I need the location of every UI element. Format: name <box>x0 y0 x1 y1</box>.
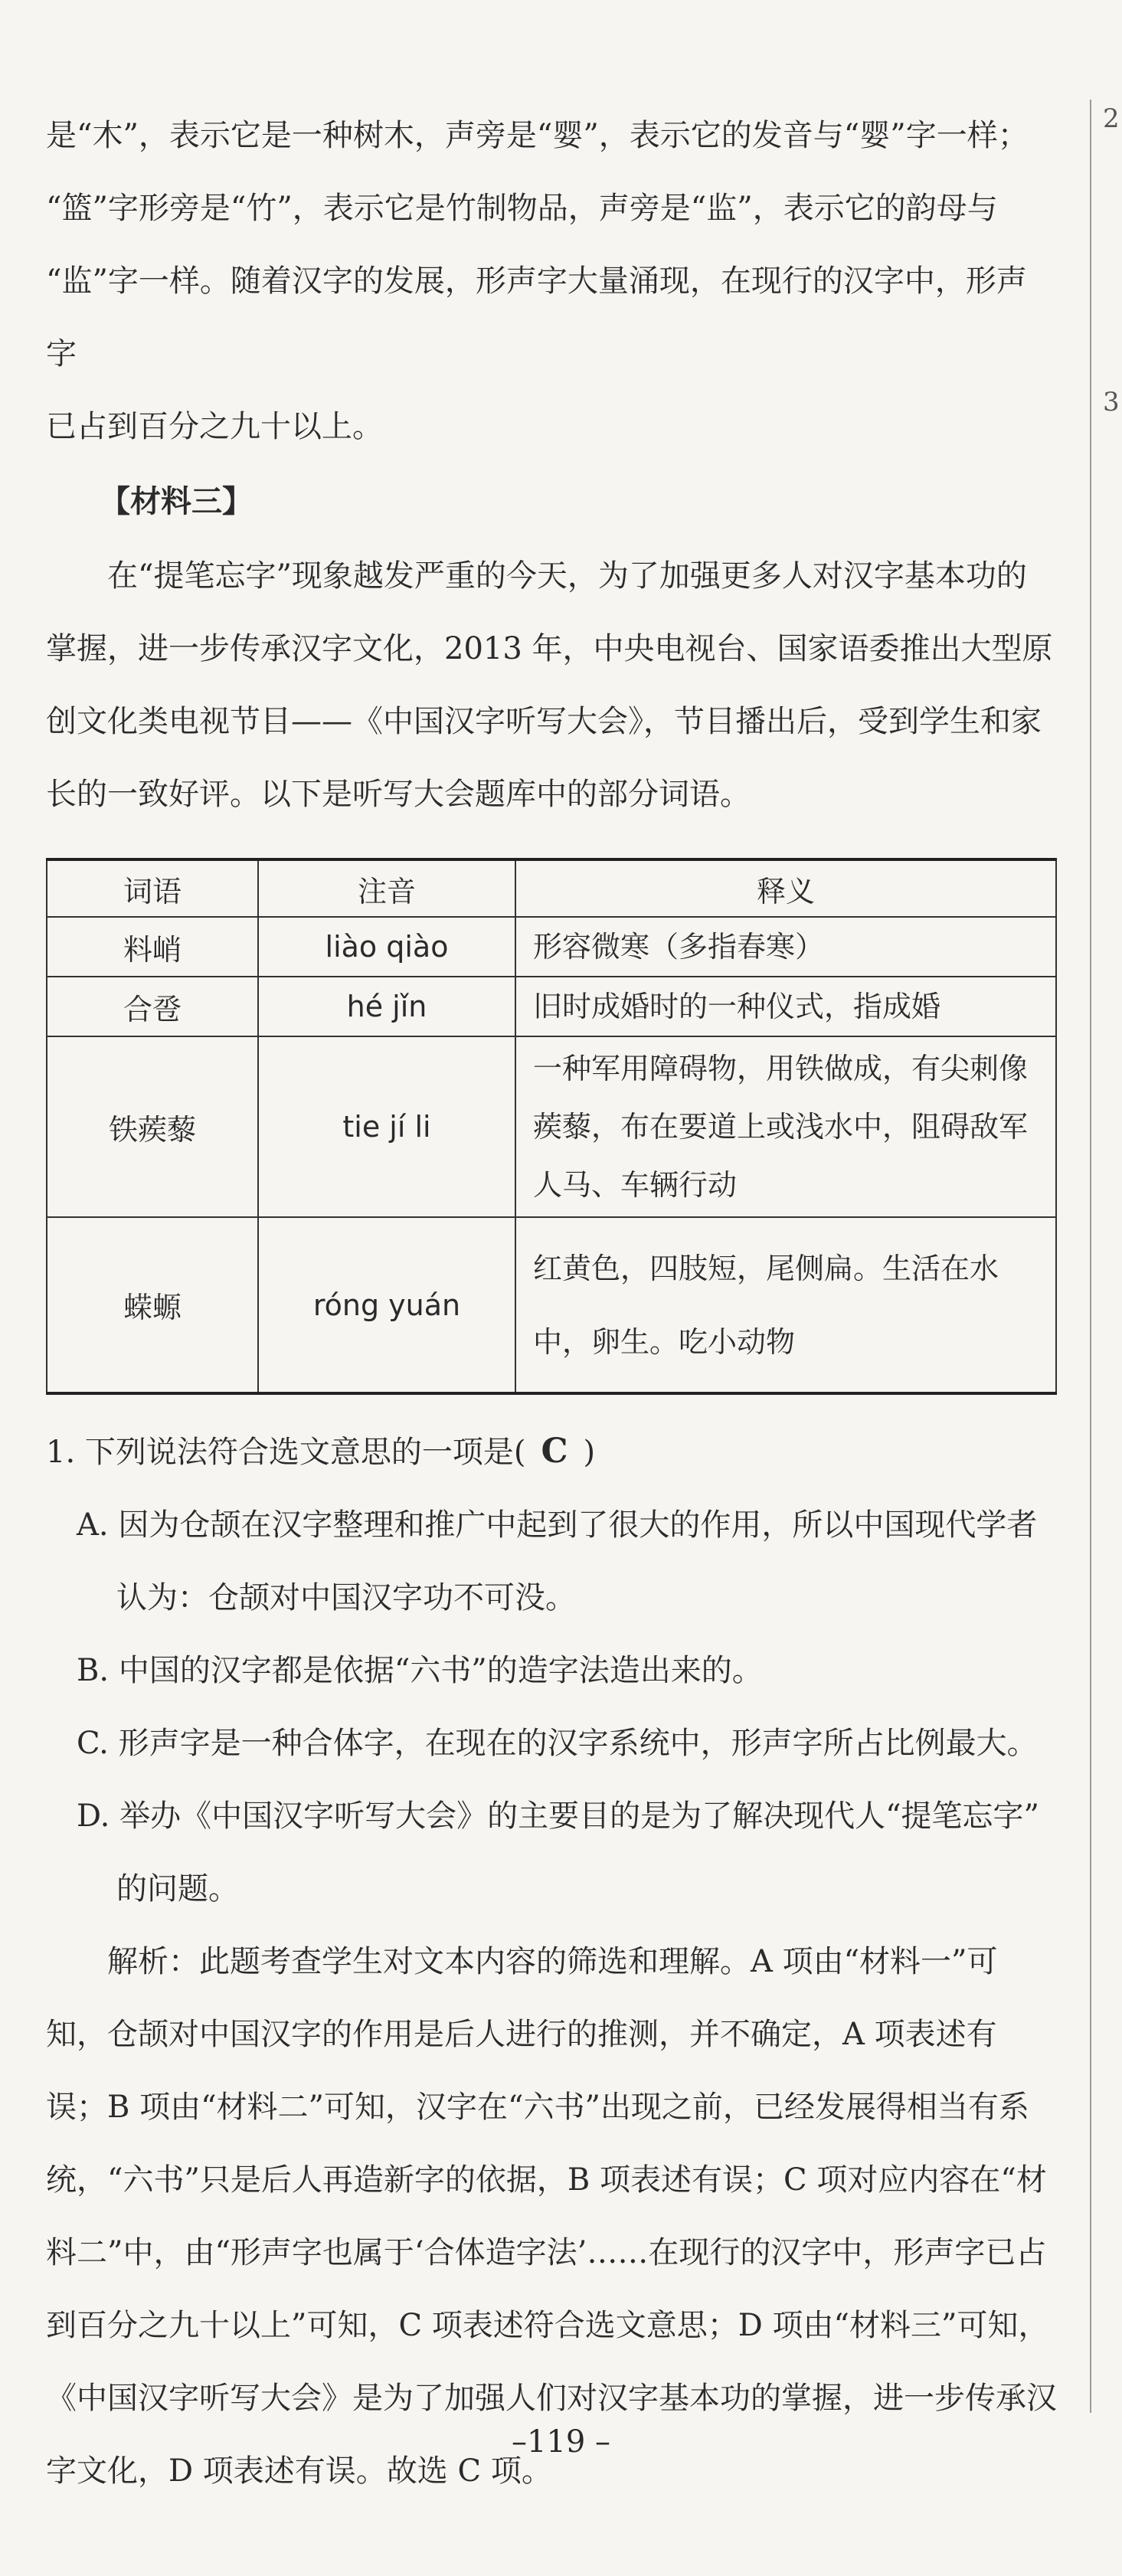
paragraph-line: “篮”字形旁是“竹”，表示它是竹制物品，声旁是“监”，表示它的韵母与 <box>46 191 998 226</box>
paragraph-line: 已占到百分之九十以上。 <box>46 409 383 444</box>
option-c: C. 形声字是一种合体字，在现在的汉字系统中，形声字所占比例最大。 <box>77 1726 1038 1761</box>
text-column <box>46 100 1057 2508</box>
table-cell-word: 蝾螈 <box>47 1217 258 1393</box>
paragraph-line: “监”字一样。随着汉字的发展，形声字大量涌现，在现行的汉字中，形声字 <box>46 263 1027 372</box>
table-row <box>47 1217 1056 1393</box>
table-cell-pinyin: hé jǐn <box>258 977 515 1036</box>
option-a: A. 因为仓颉在汉字整理和推广中起到了很大的作用，所以中国现代学者 <box>77 1507 1038 1543</box>
question-stem-text: 1. 下列说法符合选文意思的一项是( <box>46 1435 526 1470</box>
option-b: B. 中国的汉字都是依据“六书”的造字法造出来的。 <box>77 1653 763 1688</box>
table-header-pinyin: 注音 <box>258 859 515 917</box>
table-cell-meaning: 红黄色，四肢短，尾侧扁。生活在水中，卵生。吃小动物 <box>515 1217 1056 1393</box>
table-cell-meaning: 形容微寒（多指春寒） <box>515 917 1056 977</box>
table-cell-pinyin: róng yuán <box>258 1217 515 1393</box>
option-a-continued: 认为：仓颉对中国汉字功不可没。 <box>116 1580 576 1615</box>
table-header-word: 词语 <box>47 859 258 917</box>
option-d-continued: 的问题。 <box>116 1871 239 1907</box>
question-1 <box>46 1415 1057 1926</box>
table-cell-meaning: 旧时成婚时的一种仪式，指成婚 <box>515 977 1056 1036</box>
question-stem-close: ) <box>583 1435 596 1470</box>
paragraph-line: 是“木”，表示它是一种树木，声旁是“婴”，表示它的发音与“婴”字一样； <box>46 118 1029 153</box>
table-cell-word: 铁蒺藜 <box>47 1036 258 1217</box>
table-cell-word: 合卺 <box>47 977 258 1036</box>
edge-mark-top: 2 <box>1103 103 1120 134</box>
table-cell-word: 料峭 <box>47 917 258 977</box>
table-row <box>47 977 1056 1036</box>
page-number: –119 – <box>511 2424 611 2460</box>
table-header-row <box>47 859 1056 917</box>
vocabulary-table <box>46 858 1057 1395</box>
table-header-meaning: 释义 <box>515 859 1056 917</box>
answer-letter: C <box>541 1432 568 1471</box>
table-cell-pinyin: tie jí li <box>258 1036 515 1217</box>
material3-heading: 【材料三】 <box>100 484 253 519</box>
edge-mark-middle: 3 <box>1103 387 1120 417</box>
top-paragraph <box>46 100 1057 463</box>
material3-text: 在“提笔忘字”现象越发严重的今天，为了加强更多人对汉字基本功的掌握，进一步传承汉字文化，2013 年，中央电视台、国家语委推出大型原创文化类电视节目——《中国汉字听写大会》，节目播出后，受到学生和家长的一致好评。以下是听写大会题库中的部分词语。 <box>46 558 1053 812</box>
analysis-text: 解析：此题考查学生对文本内容的筛选和理解。A 项由“材料一”可知，仓颉对中国汉字的作用是后人进行的推测，并不确定，A 项表述有误；B 项由“材料二”可知，汉字在“六书”出现之前，已经发展得相当有系统，“六书”只是后人再造新字的依据，B 项表述有误；C 项对应内容在“材料二”中，由“形声字也属于‘合体造字法’……在现行的汉字中，形声字已占到百分之九十以上”可知，C 项表述符合选文意思；D 项由“材料三”可知，《中国汉字听写大会》是为了加强人们对汉字基本功的掌握，进一步传承汉字文化，D 项表述有误。故选 C 项。 <box>46 1944 1057 2489</box>
table-row <box>47 1036 1056 1217</box>
table-cell-pinyin: liào qiào <box>258 917 515 977</box>
table-cell-meaning: 一种军用障碍物，用铁做成，有尖刺像蒺藜，布在要道上或浅水中，阻碍敌军人马、车辆行动 <box>515 1036 1056 1217</box>
question-stem <box>46 1415 1057 1489</box>
option-d: D. 举办《中国汉字听写大会》的主要目的是为了解决现代人“提笔忘字” <box>77 1799 1039 1834</box>
table-row <box>47 917 1056 977</box>
column-divider <box>1090 100 1091 2413</box>
